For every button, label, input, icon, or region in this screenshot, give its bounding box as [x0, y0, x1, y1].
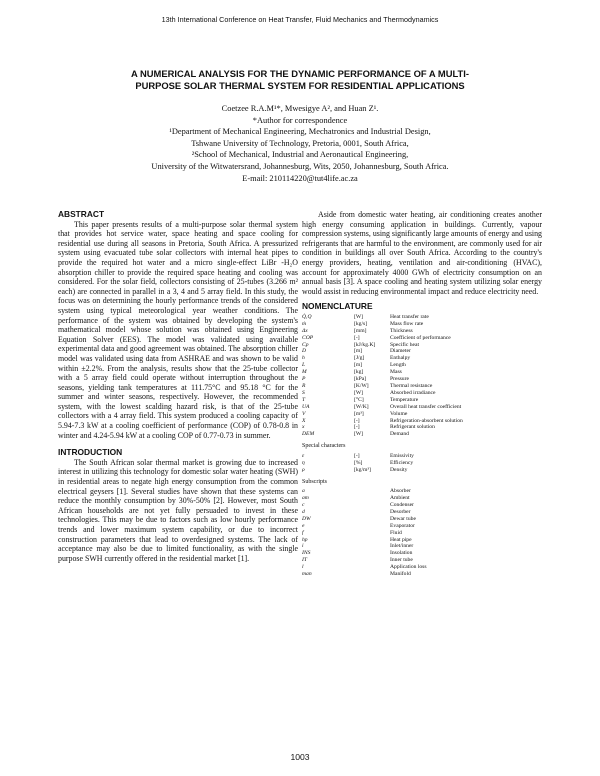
nomenclature-spacer	[354, 557, 390, 564]
nomenclature-symbol: ε	[302, 452, 305, 459]
nomenclature-symbol: V	[302, 410, 306, 417]
nomenclature-symbol: Q̇,Q	[302, 313, 312, 320]
title-line-2: PURPOSE SOLAR THERMAL SYSTEM FOR RESIDENTIAL APPLICATIONS	[135, 80, 465, 91]
correspondence-note: *Author for correspondence	[252, 115, 348, 125]
nomenclature-symbol: M	[302, 369, 307, 376]
nomenclature-description: Pressure	[390, 376, 409, 383]
nomenclature-heading: NOMENCLATURE	[302, 301, 373, 312]
nomenclature-unit: [W/K]	[354, 403, 369, 410]
author-email: E-mail: 210114220@tut4life.ac.za	[242, 173, 358, 183]
nomenclature-symbol: COP	[302, 334, 314, 341]
nomenclature-symbol: f	[302, 529, 304, 536]
nomenclature-spacer	[354, 530, 390, 537]
nomenclature-row	[302, 348, 542, 355]
nomenclature-symbol: x	[302, 424, 305, 431]
nomenclature-row	[302, 314, 542, 321]
nomenclature-description: Specific heat	[390, 341, 420, 348]
abstract-heading: ABSTRACT	[58, 209, 105, 219]
nomenclature-unit: [kg/s]	[354, 320, 368, 327]
nomenclature-description: Efficiency	[390, 459, 414, 466]
nomenclature-row	[302, 537, 542, 544]
nomenclature-row	[302, 342, 542, 349]
nomenclature-unit: [-]	[354, 334, 360, 341]
nomenclature-spacer	[354, 502, 390, 509]
nomenclature-unit: [kJ/kg.K]	[354, 341, 376, 348]
paper-title	[70, 68, 530, 92]
nomenclature-spacer	[354, 537, 390, 544]
nomenclature-spacer	[354, 543, 390, 550]
nomenclature-row	[302, 550, 542, 557]
nomenclature-description: Demand	[390, 431, 409, 438]
page-number: 1003	[290, 752, 310, 762]
nomenclature-symbol: l	[302, 564, 304, 571]
nomenclature-description: Absorber	[390, 488, 411, 495]
nomenclature-row	[302, 328, 542, 335]
nomenclature-unit: [-]	[354, 452, 360, 459]
nomenclature-description: Temperature	[390, 396, 419, 403]
nomenclature-symbol: P	[302, 376, 306, 383]
nomenclature-row	[302, 460, 542, 467]
nomenclature-unit: [kg/m³]	[354, 466, 371, 473]
nomenclature-row	[302, 502, 542, 509]
author-block	[60, 103, 540, 184]
nomenclature-description: Refrigerant solution	[390, 424, 435, 431]
nomenclature-unit: [J/g]	[354, 355, 365, 362]
nomenclature-row	[302, 453, 542, 460]
nomenclature-table	[302, 314, 542, 438]
nomenclature-description: Overall heat transfer coefficient	[390, 403, 462, 410]
nomenclature-description: Diameter	[390, 348, 411, 355]
subscripts-heading: Subscripts	[302, 478, 328, 485]
nomenclature-description: Heat transfer rate	[390, 313, 429, 320]
nomenclature-unit: [m³]	[354, 410, 364, 417]
nomenclature-row	[302, 530, 542, 537]
nomenclature-unit: [mm]	[354, 327, 367, 334]
nomenclature-row	[302, 383, 542, 390]
title-line-1: A NUMERICAL ANALYSIS FOR THE DYNAMIC PERFORMANCE OF A MULTI-	[130, 68, 469, 79]
nomenclature-symbol: D	[302, 348, 307, 355]
nomenclature-spacer	[354, 509, 390, 516]
nomenclature-description: Heat pipe	[390, 536, 412, 543]
nomenclature-symbol: hp	[302, 536, 308, 543]
nomenclature-symbol: IT	[302, 557, 307, 564]
introduction-text: The South African solar thermal market is growing due to increased interest in utilizing this technology for domestic solar water heating (SWH) in residential areas to negate high energy consumption from the common electrical geysers [1]. Several studies have shown that these systems can reduce the monthly consumption by 30%-50% [2]. However, most South African households are not yet fully persuaded to invest in these technologies. This may be due to factors such as low hourly performance trends and lower maximum system capability, or due to incorrect construction parameters that lead to overdesigned systems. The lack of acceptance may also be due to limited functionality, as with the single purpose SWH currently offered in the residential market [1].	[58, 457, 298, 563]
nomenclature-row	[302, 467, 542, 474]
nomenclature-row	[302, 376, 542, 383]
nomenclature-row	[302, 397, 542, 404]
nomenclature-description: Density	[390, 466, 408, 473]
author-names: Coetzee R.A.M¹*, Mwesigye A², and Huan Z¹.	[221, 104, 379, 113]
nomenclature-description: Fluid	[390, 529, 402, 536]
nomenclature-description: Coefficient of performance	[390, 334, 451, 341]
nomenclature-symbol: S	[302, 389, 305, 396]
nomenclature-symbol: UA	[302, 403, 310, 410]
nomenclature-unit: [-]	[354, 417, 360, 424]
nomenclature-description: Thermal resistance	[390, 383, 433, 389]
nomenclature-symbol: R	[302, 383, 306, 389]
nomenclature-row	[302, 404, 542, 411]
nomenclature-row	[302, 543, 542, 550]
nomenclature-spacer	[354, 550, 390, 557]
nomenclature-spacer	[354, 516, 390, 523]
nomenclature-description: Manifold	[390, 571, 411, 578]
nomenclature-symbol: man	[302, 571, 312, 578]
affiliation-2-line-1: ²School of Mechanical, Industrial and Aeronautical Engineering,	[191, 150, 409, 160]
nomenclature-row	[302, 369, 542, 376]
nomenclature-symbol: ṁ	[302, 320, 307, 327]
nomenclature-spacer	[354, 571, 390, 578]
nomenclature-description: Mass flow rate	[390, 320, 424, 327]
nomenclature-unit: [kg]	[354, 369, 364, 376]
right-column	[302, 210, 542, 578]
left-column	[58, 210, 298, 563]
special-characters-heading: Special characters	[302, 443, 346, 450]
nomenclature-symbol: DEM	[302, 431, 315, 438]
nomenclature-unit: [m]	[354, 362, 363, 369]
affiliation-1-line-1: ¹Department of Mechanical Engineering, Mechatronics and Industrial Design,	[169, 127, 431, 137]
nomenclature-row	[302, 564, 542, 571]
nomenclature-row	[302, 411, 542, 418]
nomenclature-symbol: h	[302, 355, 305, 362]
nomenclature-row	[302, 557, 542, 564]
nomenclature-unit: [W]	[354, 313, 364, 320]
nomenclature-symbol: η	[302, 459, 305, 466]
nomenclature-description: Volume	[390, 410, 408, 417]
nomenclature-row	[302, 509, 542, 516]
nomenclature-unit: [W]	[354, 389, 364, 396]
nomenclature-symbol: i	[302, 543, 304, 550]
nomenclature-symbol: Cp	[302, 341, 309, 348]
nomenclature-description: Insolation	[390, 550, 413, 557]
nomenclature-description: Thickness	[390, 327, 413, 334]
nomenclature-spacer	[354, 495, 390, 502]
nomenclature-description: Mass	[390, 369, 402, 376]
nomenclature-spacer	[354, 488, 390, 495]
nomenclature-description: Desorber	[390, 508, 411, 515]
nomenclature-symbol: X	[302, 417, 306, 424]
nomenclature-description: Absorbed irradiance	[390, 389, 436, 396]
nomenclature-row	[302, 335, 542, 342]
nomenclature-symbol: a	[302, 488, 305, 495]
nomenclature-description: Application loss	[390, 564, 427, 571]
nomenclature-description: Condenser	[390, 501, 414, 508]
nomenclature-symbol: c	[302, 501, 305, 508]
nomenclature-symbol: Δx	[302, 327, 308, 334]
nomenclature-spacer	[354, 523, 390, 530]
nomenclature-unit: [%]	[354, 459, 363, 466]
nomenclature-symbol: DW	[302, 515, 311, 522]
conference-header: 13th International Conference on Heat Transfer, Fluid Mechanics and Thermodynamics	[161, 15, 439, 24]
nomenclature-symbol: INS	[302, 550, 311, 557]
nomenclature-row	[302, 571, 542, 578]
nomenclature-unit: [-]	[354, 424, 360, 431]
nomenclature-row	[302, 424, 542, 431]
nomenclature-row	[302, 495, 542, 502]
nomenclature-symbol: ρ	[302, 466, 305, 473]
nomenclature-symbol: L	[302, 362, 306, 369]
nomenclature-description: Enthalpy	[390, 355, 411, 362]
nomenclature-row	[302, 516, 542, 523]
nomenclature-spacer	[354, 564, 390, 571]
nomenclature-unit: [K/W]	[354, 383, 369, 389]
nomenclature-symbol: e	[302, 522, 305, 529]
nomenclature-unit: [W]	[354, 431, 364, 438]
special-characters-table	[302, 453, 542, 474]
nomenclature-description: Refrigeration-absorbent solution	[390, 417, 463, 424]
affiliation-1-line-2: Tshwane University of Technology, Pretoria, 0001, South Africa,	[191, 138, 409, 148]
affiliation-2-line-2: University of the Witwatersrand, Johannesburg, Wits, 2050, Johannesburg, South Africa.	[151, 161, 449, 171]
nomenclature-row	[302, 362, 542, 369]
nomenclature-symbol: T	[302, 396, 306, 403]
nomenclature-description: Inlet/inner	[390, 543, 414, 550]
nomenclature-symbol: d	[302, 508, 305, 515]
intro-continuation-text: Aside from domestic water heating, air conditioning creates another high energy consuming application in buildings. Currently, vapour compression systems, using significantly large amounts of energy and using refrigerants that are harmful to the environment, are commonly used for air condition in buildings all over South Africa. According to the country's energy providers, heating, ventilation and air-conditioning (HVAC), account for approximately 4000 GWh of electricity consumption on an annual basis [3]. A space cooling and heating system utilizing solar energy would assist in reducing environmental impact and reduce electricity need.	[302, 210, 542, 296]
nomenclature-description: Length	[390, 362, 406, 369]
nomenclature-description: Dewar tube	[390, 515, 416, 522]
nomenclature-unit: [kPa]	[354, 376, 367, 383]
nomenclature-row	[302, 355, 542, 362]
nomenclature-unit: [m]	[354, 348, 363, 355]
subscripts-table	[302, 488, 542, 578]
nomenclature-description: Ambient	[390, 495, 410, 502]
nomenclature-symbol: am	[302, 495, 309, 502]
nomenclature-row	[302, 390, 542, 397]
nomenclature-row	[302, 488, 542, 495]
nomenclature-description: Inner tube	[390, 557, 413, 564]
nomenclature-unit: [°C]	[354, 396, 364, 403]
nomenclature-description: Emissivity	[390, 452, 414, 459]
nomenclature-row	[302, 321, 542, 328]
nomenclature-description: Evaporator	[390, 522, 415, 529]
abstract-text: This paper presents results of a multi-purpose solar thermal system that provides hot service water, space heating and space cooling for residential use during all seasons in Pretoria, South Africa. A pressurized system using evacuated tube solar collectors with internal heat pipes to provide the required hot water and a micro single-effect LiBr -H₂O absorption chiller to provide the required space heating and cooling was considered. For the solar field, collectors consisting of 25-tubes (3.266 m² each) are connected in parallel in a 3, 4 and 5 array field. In this study, the focus was on determining the hourly performance trends of the considered system using typical meteorological year weather conditions. The performance of the system was obtained by developing the system's mathematical model whose solution was obtained using Engineering Equation Solver (EES). The model was validated using available experimental data and good agreement was obtained. The absorption chiller model was validated using data from ASHRAE and was shown to be valid within ±2.2%. From the analysis, results show that the 25-tube collector with a 5 array field could operate without interruption throughout the seasons, yielding tank temperatures at 111.75°C and 95.18 °C for the summer and winter seasons, respectively. However, the recommended system, with the lowest scalding hazard risk, is that of the 25-tube collectors with a 4 array field. This system produced a cooling capacity of 5.94-7.3 kW at a cooling coefficient of performance (COP) of 0.78-0.8 in winter and 4.24-5.94 kW at a cooling COP of 0.77-0.73 in summer.	[58, 219, 298, 440]
nomenclature-row	[302, 523, 542, 530]
nomenclature-row	[302, 431, 542, 438]
introduction-heading: INTRODUCTION	[58, 447, 123, 458]
